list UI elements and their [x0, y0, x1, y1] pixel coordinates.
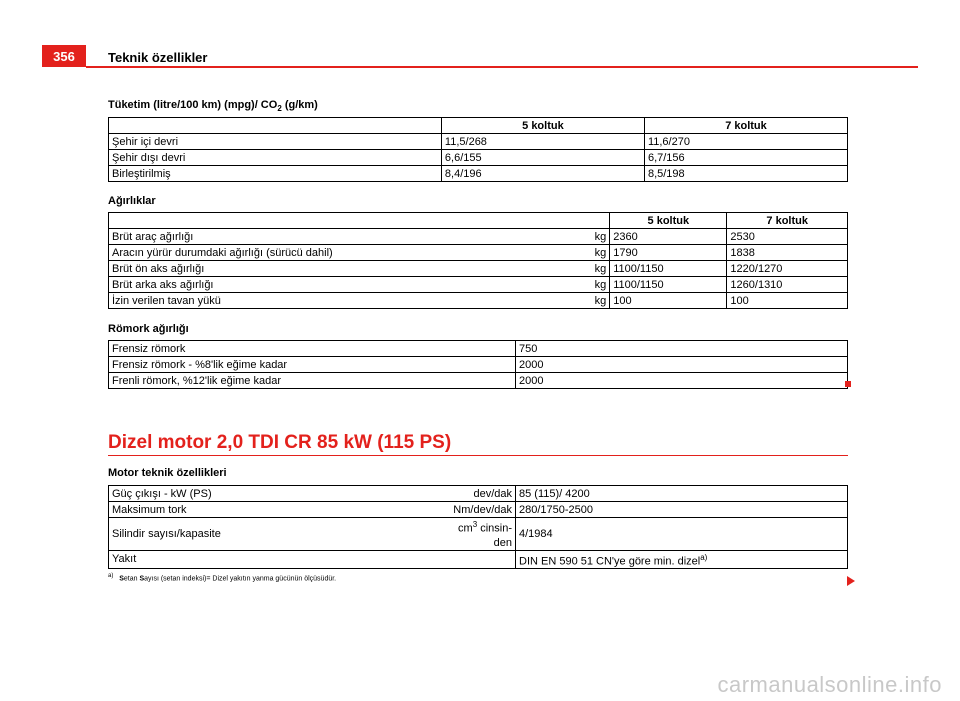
row-value: 750 [516, 341, 848, 357]
header-cell: 7 koltuk [644, 118, 847, 134]
header-cell: 5 koltuk [610, 213, 727, 229]
row-unit: kg [573, 229, 610, 245]
page-title: Teknik özellikler [108, 50, 208, 65]
section-heading: Dizel motor 2,0 TDI CR 85 kW (115 PS) [108, 432, 452, 453]
row-value: 85 (115)/ 4200 [516, 486, 848, 502]
row-unit: dev/dak [415, 486, 516, 502]
continue-arrow-icon [847, 576, 855, 586]
consumption-label: Tüketim (litre/100 km) (mpg)/ $CO_2$ (g/km) [108, 99, 318, 114]
row-value: 8,5/198 [644, 166, 847, 182]
row-value: 1790 [610, 245, 727, 261]
row-label: Şehir içi devri [109, 134, 442, 150]
header-cell [109, 118, 442, 134]
row-value: 280/1750-2500 [516, 502, 848, 518]
row-value: 11,5/268 [441, 134, 644, 150]
table-row [109, 150, 848, 166]
table-row [109, 261, 848, 277]
header-cell [109, 213, 610, 229]
watermark: carmanualsonline.info [717, 672, 942, 697]
row-unit: kg [573, 277, 610, 293]
row-value: 100 [610, 293, 727, 309]
table-row [109, 518, 848, 551]
engine-table [108, 485, 848, 569]
row-unit: kg [573, 245, 610, 261]
header-cell: 5 koltuk [441, 118, 644, 134]
row-label: Frensiz römork - %8'lik eğime kadar [109, 357, 516, 373]
row-value: 1100/1150 [610, 277, 727, 293]
row-value: 2360 [610, 229, 727, 245]
row-unit: kg [573, 293, 610, 309]
weights-table [108, 212, 848, 309]
row-value: 1100/1150 [610, 261, 727, 277]
row-value: 1838 [727, 245, 848, 261]
row-label: Aracın yürür durumdaki ağırlığı (sürücü dahil) [109, 245, 573, 261]
row-label: Güç çıkışı - kW (PS) [109, 486, 416, 502]
table-row [109, 550, 848, 569]
row-unit: kg [573, 261, 610, 277]
table-row [109, 245, 848, 261]
footnote: $^{a)}$ Setan Sayısı (setan indeksi)= Dizel yakıtın yanma gücünün ölçüsüdür. [108, 573, 337, 583]
row-label: Maksimum tork [109, 502, 416, 518]
table-row [109, 502, 848, 518]
table-row [109, 229, 848, 245]
row-label: Brüt araç ağırlığı [109, 229, 573, 245]
row-label: Frensiz römork [109, 341, 516, 357]
row-value: 2000 [516, 373, 848, 389]
consumption-table [108, 117, 848, 182]
row-label: İzin verilen tavan yükü [109, 293, 573, 309]
section-divider [108, 455, 848, 456]
row-value: 6,6/155 [441, 150, 644, 166]
table-row [109, 277, 848, 293]
footnote-ref: a) [700, 552, 708, 562]
row-label: Brüt ön aks ağırlığı [109, 261, 573, 277]
row-value: 1220/1270 [727, 261, 848, 277]
row-unit: Nm/dev/dak [415, 502, 516, 518]
row-value: 4/1984 [516, 518, 848, 551]
trailer-table [108, 340, 848, 389]
row-value: 2530 [727, 229, 848, 245]
row-label: Yakıt [109, 550, 516, 569]
row-value: 2000 [516, 357, 848, 373]
row-label: Frenli römork, %12'lik eğime kadar [109, 373, 516, 389]
weights-label: Ağırlıklar [108, 195, 156, 207]
row-unit: $cm^3$ cinsin- den [415, 518, 516, 551]
engine-specs-label: Motor teknik özellikleri [108, 467, 227, 479]
row-value: DIN EN 590 51 CN'ye göre min. dizel$^{a)}$ [516, 550, 848, 569]
table-header-row [109, 118, 848, 134]
row-value: 6,7/156 [644, 150, 847, 166]
page-number: 356 [42, 45, 86, 67]
row-label: Birleştirilmiş [109, 166, 442, 182]
table-row [109, 486, 848, 502]
row-value: 8,4/196 [441, 166, 644, 182]
table-row [109, 357, 848, 373]
row-label: Silindir sayısı/kapasite [109, 518, 416, 551]
table-row [109, 341, 848, 357]
row-value: 1260/1310 [727, 277, 848, 293]
table-row [109, 134, 848, 150]
header-cell: 7 koltuk [727, 213, 848, 229]
row-label: Brüt arka aks ağırlığı [109, 277, 573, 293]
trailer-label: Römork ağırlığı [108, 323, 189, 335]
table-header-row [109, 213, 848, 229]
table-row [109, 373, 848, 389]
row-label: Şehir dışı devri [109, 150, 442, 166]
table-row [109, 166, 848, 182]
end-of-section-marker-icon [845, 381, 851, 387]
table-row [109, 293, 848, 309]
row-value: 11,6/270 [644, 134, 847, 150]
header-divider [86, 66, 918, 68]
row-value: 100 [727, 293, 848, 309]
